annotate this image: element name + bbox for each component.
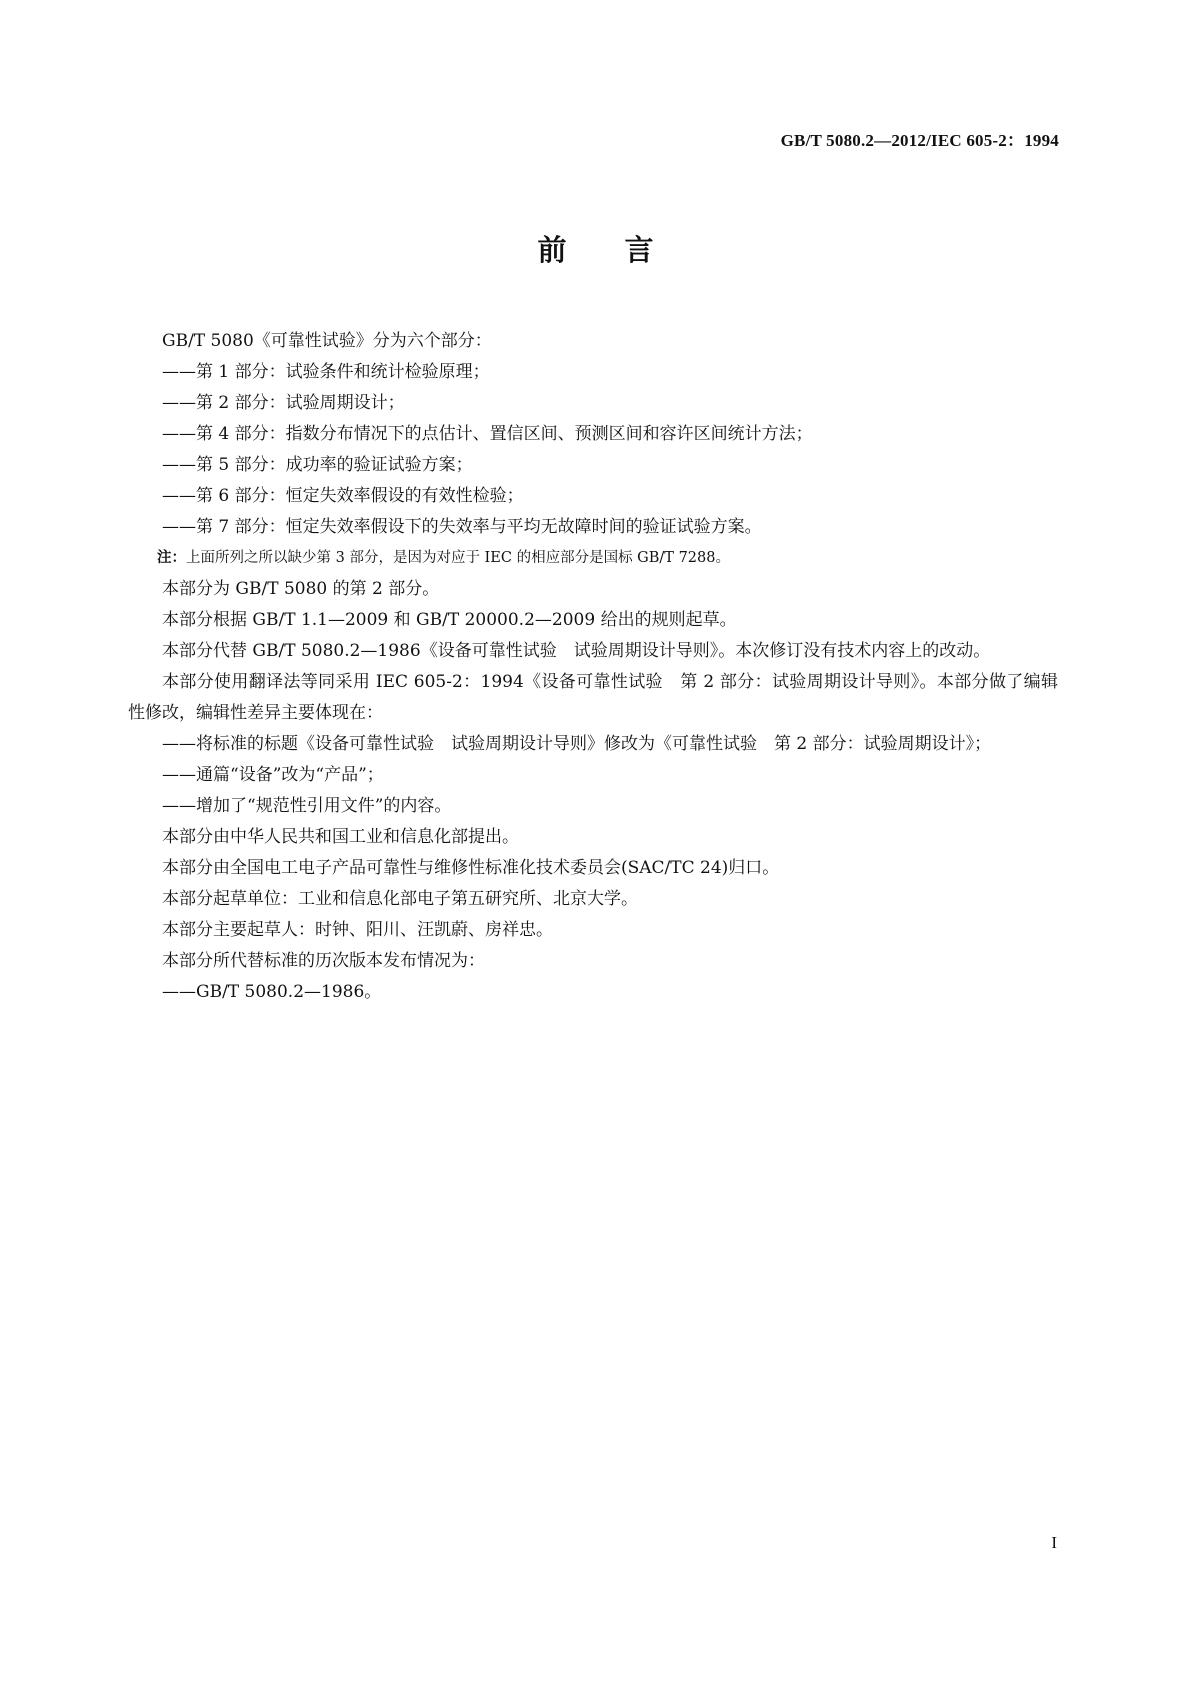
history-paragraph: 本部分所代替标准的历次版本发布情况为： [162, 951, 485, 971]
part-list-item-4: ——第 4 部分：指数分布情况下的点估计、置信区间、预测区间和容许区间统计方法； [162, 424, 813, 444]
centralized-by-paragraph: 本部分由全国电工电子产品可靠性与维修性标准化技术委员会(SAC/TC 24)归口。 [162, 858, 780, 878]
part-of-paragraph: 本部分为 GB/T 5080 的第 2 部分。 [162, 579, 440, 599]
part-list-item-7: ——第 7 部分：恒定失效率假设下的失效率与平均无故障时间的验证试验方案。 [162, 517, 762, 537]
replaces-paragraph: 本部分代替 GB/T 5080.2—1986《设备可靠性试验 试验周期设计导则》。本次修订没有技术内容上的改动。 [162, 641, 991, 661]
part-list-item-6: ——第 6 部分：恒定失效率假设的有效性检验； [162, 486, 524, 506]
proposed-by-paragraph: 本部分由中华人民共和国工业和信息化部提出。 [162, 827, 519, 847]
standard-code: GB/T 5080.2—2012/IEC 605-2：1994 [780, 131, 1059, 150]
drafters-paragraph: 本部分主要起草人：时钟、阳川、汪凯蔚、房祥忠。 [162, 920, 553, 940]
edit-item-references: ——增加了“规范性引用文件”的内容。 [162, 796, 452, 816]
edit-item-title: ——将标准的标题《设备可靠性试验 试验周期设计导则》修改为《可靠性试验 第 2 部分：试验周期设计》； [162, 734, 992, 754]
note [128, 543, 1058, 574]
part-list-item-5: ——第 5 部分：成功率的验证试验方案； [162, 455, 473, 475]
note-text: 上面所列之所以缺少第 3 部分，是因为对应于 IEC 的相应部分是国标 GB/T 7288。 [186, 550, 730, 566]
page-number: I [1051, 1533, 1057, 1552]
foreword-body [128, 326, 1058, 1008]
part-list-item-2: ——第 2 部分：试验周期设计； [162, 393, 405, 413]
drafting-units-paragraph: 本部分起草单位：工业和信息化部电子第五研究所、北京大学。 [162, 889, 638, 909]
page-title: 前言 [537, 233, 712, 267]
edit-item-terminology: ——通篇“设备”改为“产品”； [162, 765, 384, 785]
translation-paragraph: 本部分使用翻译法等同采用 IEC 605-2：1994《设备可靠性试验 第 2 部分：试验周期设计导则》。本部分做了编辑性修改，编辑性差异主要体现在： [128, 672, 1058, 723]
intro-paragraph: GB/T 5080《可靠性试验》分为六个部分： [162, 331, 492, 351]
note-label: 注： [157, 550, 186, 566]
history-item: ——GB/T 5080.2—1986。 [162, 982, 382, 1002]
part-list-item-1: ——第 1 部分：试验条件和统计检验原理； [162, 362, 490, 382]
drafting-rules-paragraph: 本部分根据 GB/T 1.1—2009 和 GB/T 20000.2—2009 给出的规则起草。 [162, 610, 737, 630]
